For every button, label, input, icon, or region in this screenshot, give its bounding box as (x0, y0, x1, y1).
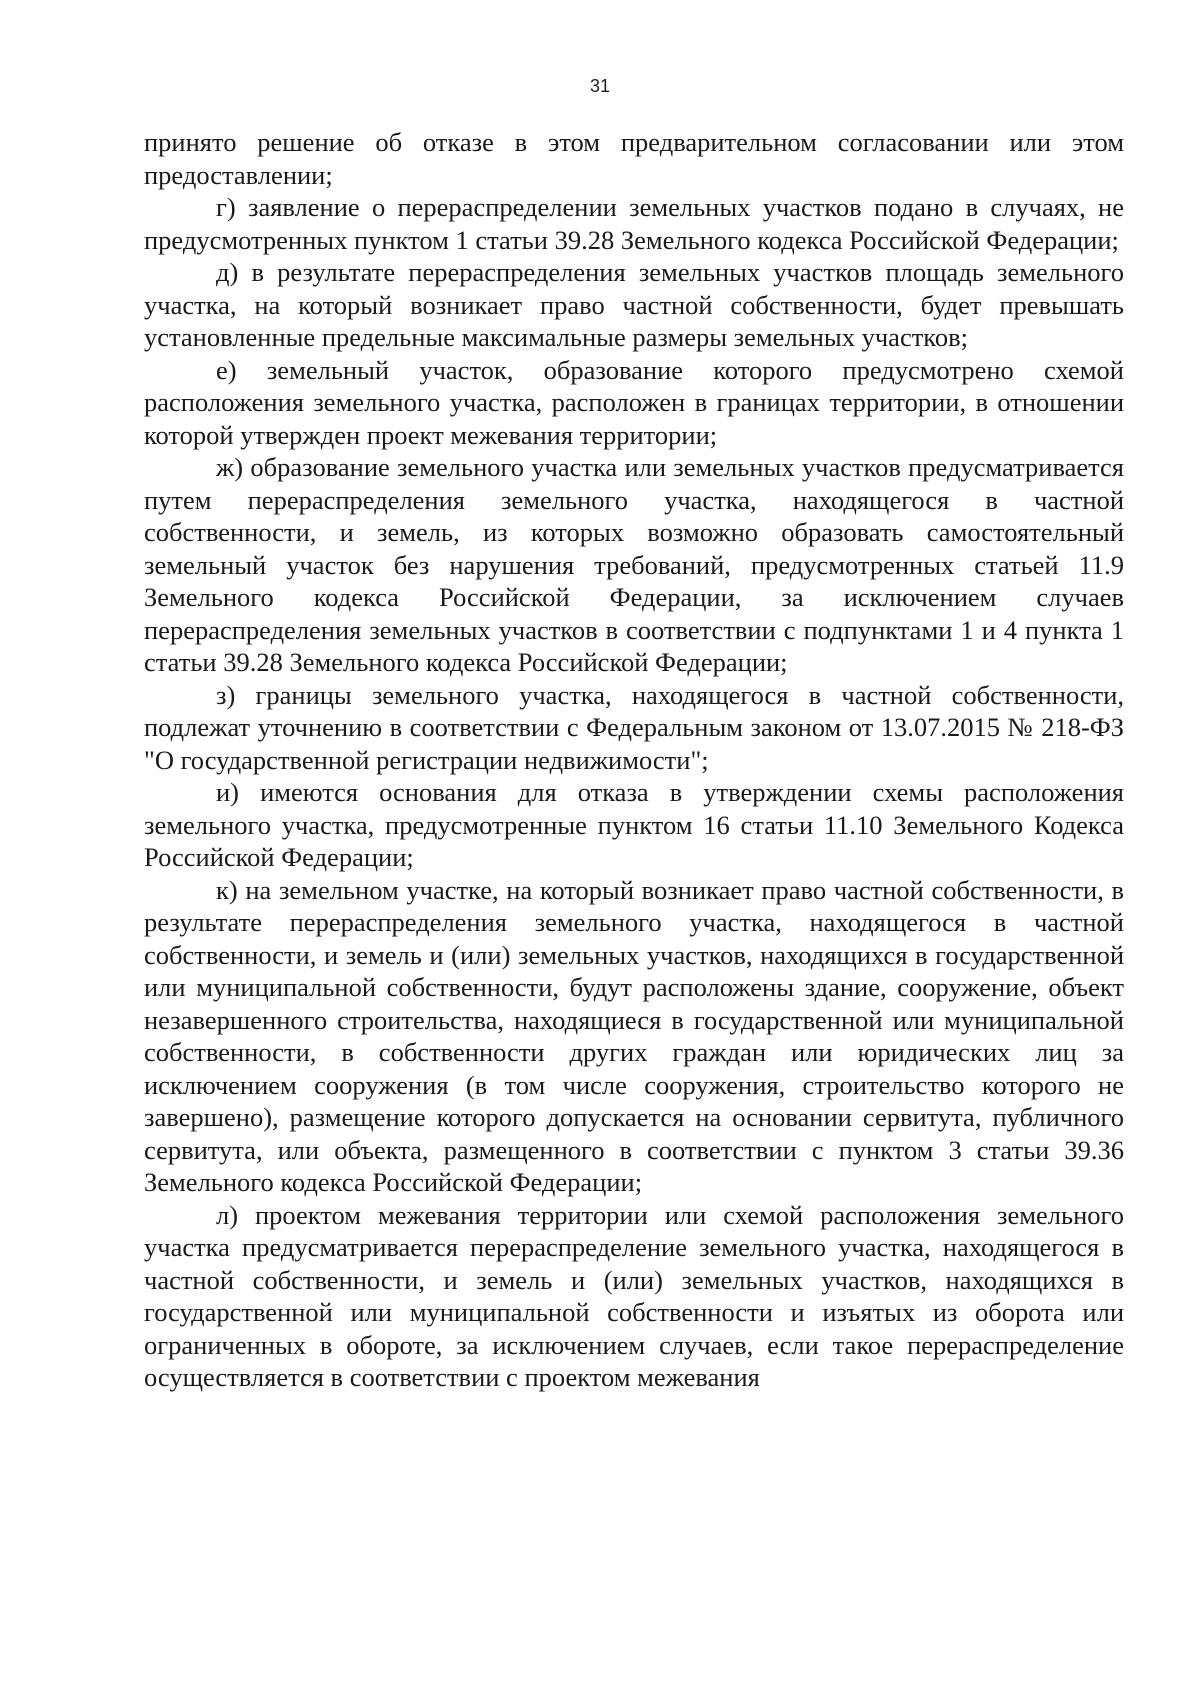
paragraph-item-g: г) заявление о перераспределении земельных участков подано в случаях, не предусмотренных пунктом 1 статьи 39.28 Земельного кодекса Российской Федерации; (144, 192, 1124, 255)
paragraph-item-i: и) имеются основания для отказа в утверждении схемы расположения земельного участка, предусмотренные пунктом 16 статьи 11.10 Земельного Кодекса Российской Федерации; (144, 777, 1124, 872)
paragraph-item-k: к) на земельном участке, на который возникает право частной собственности, в результате перераспределения земельного участка, находящегося в частной собственности, и земель и (или) земельных участков, находящихся в государственной или муниципальной собственности, будут расположены здание, сооружение, объект незавершенного строительства, находящиеся в государственной или муниципальной собственности, в собственности других граждан или юридических лиц за исключением сооружения (в том числе сооружения, строительство которого не завершено), размещение которого допускается на основании сервитута, публичного сервитута, или объекта, размещенного в соответствии с пунктом 3 статьи 39.36 Земельного кодекса Российской Федерации; (144, 874, 1124, 1197)
paragraph-item-zh: ж) образование земельного участка или земельных участков предусматривается путем перераспределения земельного участка, находящегося в частной собственности, и земель, из которых возможно образовать самостоятельный земельный участок без нарушения требований, предусмотренных статьей 11.9 Земельного кодекса Российской Федерации, за исключением случаев перераспределения земельных участков в соответствии с подпунктами 1 и 4 пункта 1 статьи 39.28 Земельного кодекса Российской Федерации; (144, 452, 1124, 677)
paragraph-item-d: д) в результате перераспределения земельных участков площадь земельного участка, на который возникает право частной собственности, будет превышать установленные предельные максимальные размеры земельных участков; (144, 257, 1124, 352)
page-number: 31 (589, 76, 611, 96)
paragraph-item-l: л) проектом межевания территории или схемой расположения земельного участка предусматривается перераспределение земельного участка, находящегося в частной собственности, и земель и (или) земельных участков, находящихся в государственной или муниципальной собственности и изъятых из оборота или ограниченных в обороте, за исключением случаев, если такое перераспределение осуществляется в соответствии с проектом межевания (144, 1199, 1124, 1392)
document-body (144, 126, 1124, 1394)
paragraph-continuation: принято решение об отказе в этом предварительном согласовании или этом предоставлении; (144, 127, 1124, 190)
paragraph-item-z: з) границы земельного участка, находящегося в частной собственности, подлежат уточнению в соответствии с Федеральным законом от 13.07.2015 № 218-ФЗ "О государственной регистрации недвижимости"; (144, 679, 1124, 775)
paragraph-item-e: е) земельный участок, образование которого предусмотрено схемой расположения земельного участка, расположен в границах территории, в отношении которой утвержден проект межевания территории; (144, 354, 1124, 450)
